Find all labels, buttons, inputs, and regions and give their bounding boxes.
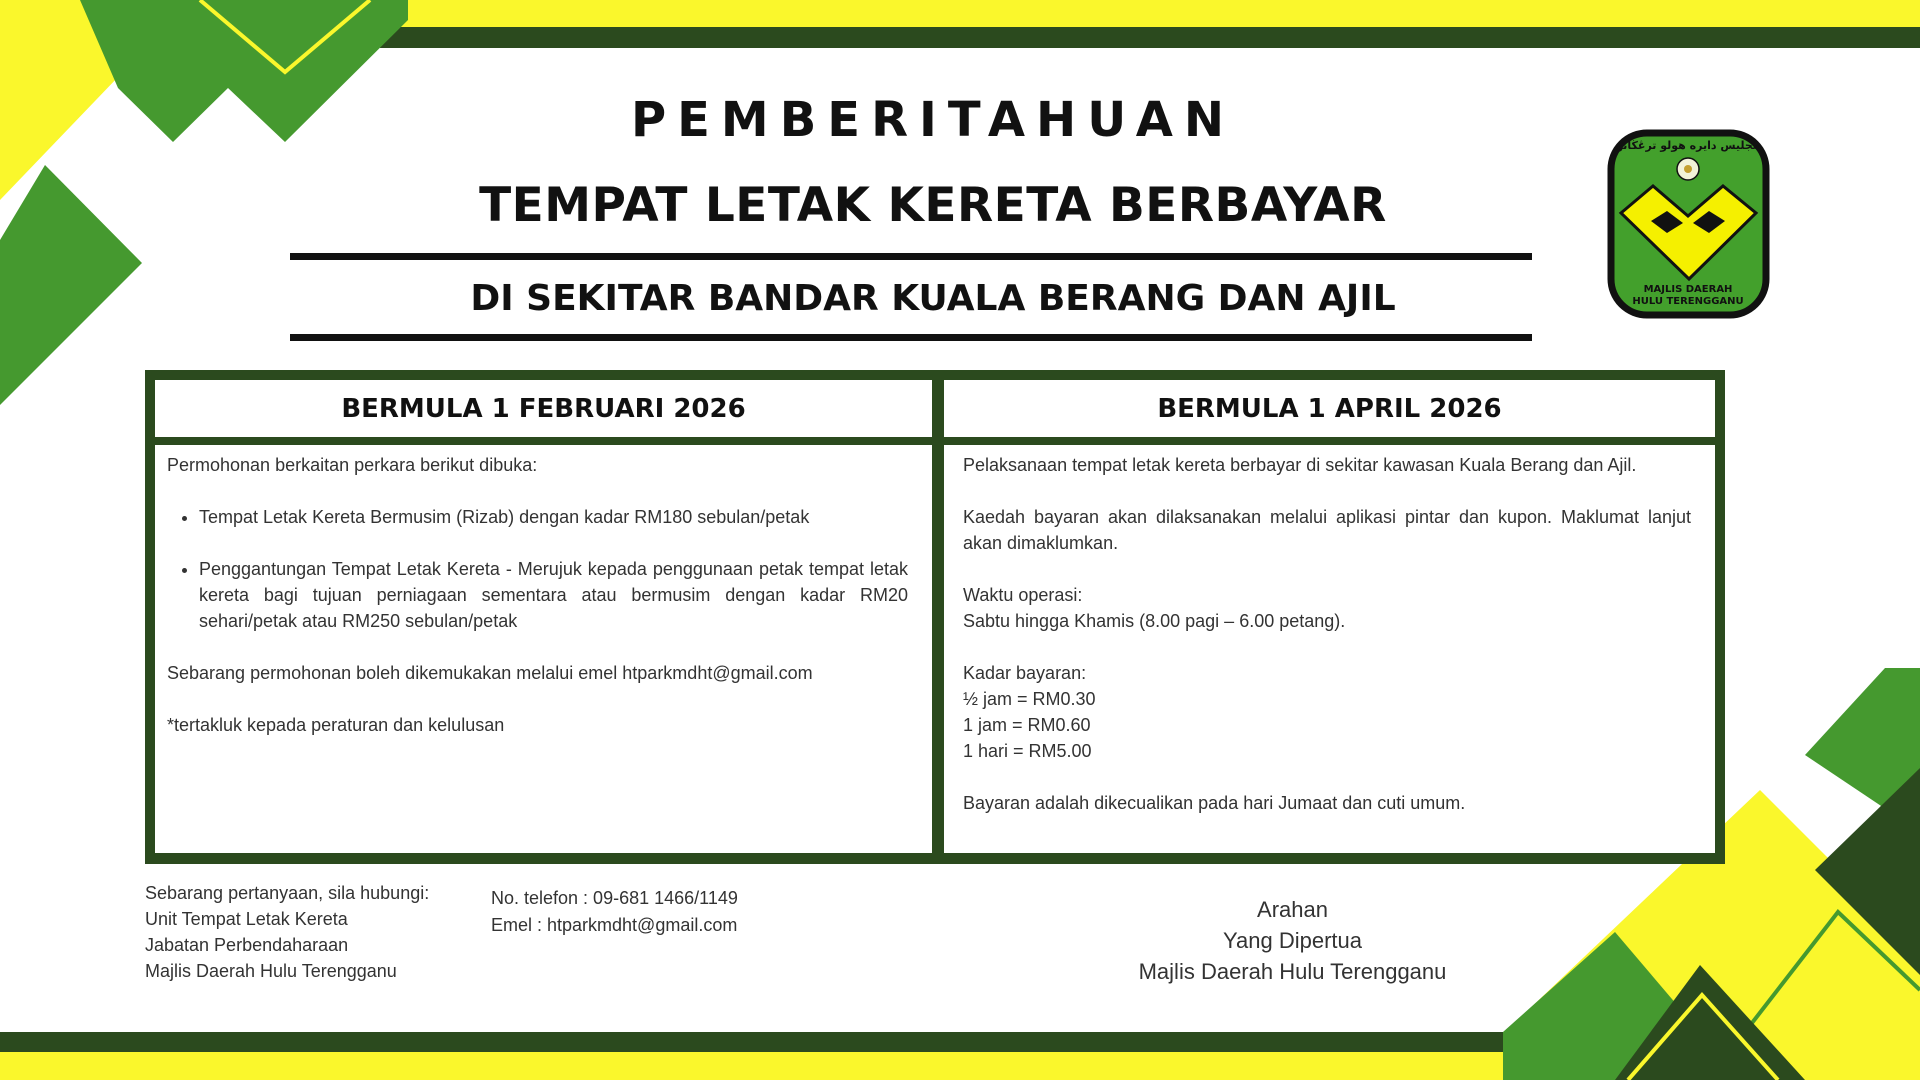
- left-column-body: [155, 445, 932, 853]
- hours-label: Waktu operasi:: [963, 585, 1083, 605]
- contact-line: Majlis Daerah Hulu Terengganu: [145, 961, 397, 981]
- logo-arabic-text: مجليس دايره هولو ترڠڬانو: [1616, 139, 1760, 152]
- rate-item: ½ jam = RM0.30: [963, 689, 1096, 709]
- logo-line1: MAJLIS DAERAH: [1643, 284, 1733, 295]
- contact-line: Sebarang pertanyaan, sila hubungi:: [145, 883, 430, 903]
- title-rule-top: [290, 253, 1532, 260]
- rates-label: Kadar bayaran:: [963, 663, 1087, 683]
- left-intro: Permohonan berkaitan perkara berikut dibuka:: [167, 455, 538, 475]
- right-paragraph-2: Kaedah bayaran akan dilaksanakan melalui aplikasi pintar dan kupon. Maklumat lanjut akan dimaklumkan.: [963, 507, 1691, 553]
- hours-value: Sabtu hingga Khamis (8.00 pagi – 6.00 petang).: [963, 611, 1346, 631]
- title-rule-bottom: [290, 334, 1532, 341]
- logo-line2: HULU TERENGGANU: [1632, 296, 1744, 307]
- application-list: [167, 504, 908, 530]
- contact-line: Unit Tempat Letak Kereta: [145, 909, 348, 929]
- page-subtitle: TEMPAT LETAK KERETA BERBAYAR: [479, 178, 1387, 233]
- list-item: • Penggantungan Tempat Letak Kereta - Merujuk kepada penggunaan petak tempat letak kereta bagi tujuan perniagaan sementara atau bermusim dengan kadar RM20 sehari/petak atau RM250 sebulan/petak: [199, 556, 908, 634]
- contact-line: Jabatan Perbendaharaan: [145, 935, 349, 955]
- council-logo: [1607, 129, 1770, 319]
- left-disclaimer: *tertakluk kepada peraturan dan kelulusan: [167, 715, 505, 735]
- left-column-heading: BERMULA 1 FEBRUARI 2026: [155, 380, 932, 437]
- top-dark-band: [380, 27, 1920, 48]
- signoff-block: [1090, 894, 1495, 987]
- left-email-note: Sebarang permohonan boleh dikemukakan melalui emel htparkmdht@gmail.com: [167, 663, 813, 683]
- signoff-line: Yang Dipertua: [1222, 928, 1362, 953]
- page-title: PEMBERITAHUAN: [630, 92, 1236, 148]
- signoff-line: Arahan: [1257, 897, 1328, 922]
- contact-email: Emel : htparkmdht@gmail.com: [491, 915, 738, 935]
- exemption-note: Bayaran adalah dikecualikan pada hari Jumaat dan cuti umum.: [963, 793, 1466, 813]
- right-column-body: [944, 445, 1715, 853]
- contact-block: [145, 880, 429, 984]
- list-item: • Tempat Letak Kereta Bermusim (Rizab) dengan kadar RM180 sebulan/petak: [199, 504, 908, 530]
- info-panel: [145, 370, 1725, 864]
- phone-number: No. telefon : 09-681 1466/1149: [491, 888, 738, 908]
- rate-item: 1 jam = RM0.60: [963, 715, 1091, 735]
- signoff-line: Majlis Daerah Hulu Terengganu: [1138, 959, 1447, 984]
- rate-item: 1 hari = RM5.00: [963, 741, 1092, 761]
- right-column-heading: BERMULA 1 APRIL 2026: [944, 380, 1715, 437]
- right-paragraph-1: Pelaksanaan tempat letak kereta berbayar di sekitar kawasan Kuala Berang dan Ajil.: [963, 455, 1637, 475]
- location-heading: DI SEKITAR BANDAR KUALA BERANG DAN AJIL: [470, 278, 1396, 319]
- contact-details: [491, 885, 738, 939]
